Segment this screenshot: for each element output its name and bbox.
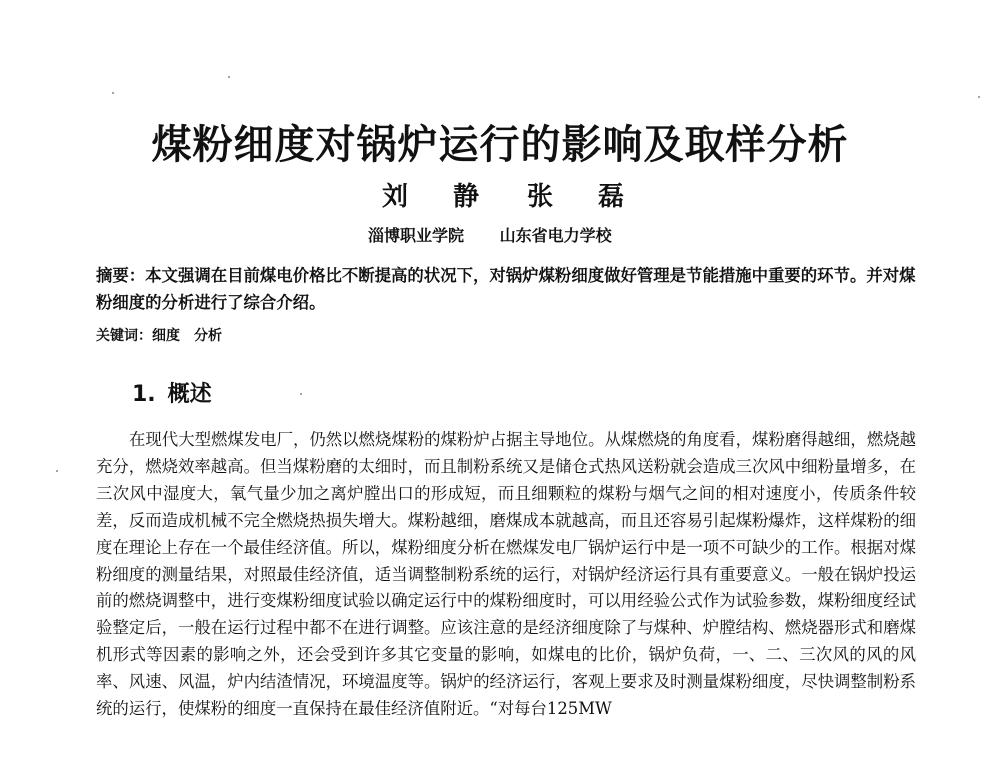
scan-speck [300,393,302,395]
affiliation-list [368,226,612,246]
keyword: 分析 [194,328,222,344]
author-name: 张 磊 [526,182,642,212]
section-heading [132,380,212,410]
scan-speck [112,92,114,94]
author-list [382,182,642,212]
affiliation: 淄博职业学院 [368,226,465,245]
affiliation: 山东省电力学校 [499,226,612,245]
keyword: 细度 [152,328,180,344]
scan-speck [978,96,980,98]
scan-speck [228,76,230,78]
section-title: 概述 [167,382,212,407]
body-paragraph: 在现代大型燃煤发电厂，仍然以燃烧煤粉的煤粉炉占据主导地位。从煤燃烧的角度看，煤粉磨得越细，燃烧越充分，燃烧效率越高。但当煤粉磨的太细时，而且制粉系统又是储仓式热风送粉就会造成三次风中细粉量增多，在三次风中湿度大，氧气量少加之离炉膛出口的形成短，而且细颗粒的煤粉与烟气之间的相对速度小，传质条件较差，反而造成机械不完全燃烧热损失增大。煤粉越细，磨煤成本就越高，而且还容易引起煤粉爆炸，这样煤粉的细度在理论上存在一个最佳经济值。所以，煤粉细度分析在燃煤发电厂锅炉运行中是一项不可缺少的工作。根据对煤粉细度的测量结果，对照最佳经济值，适当调整制粉系统的运行，对锅炉经济运行具有重要意义。一般在锅炉投运前的燃烧调整中，进行变煤粉细度试验以确定运行中的煤粉细度时，可以用经验公式作为试验参数，煤粉细度经试验整定后，一般在运行过程中都不在进行调整。应该注意的是经济细度除了与煤种、炉膛结构、燃烧器形式和磨煤机形式等因素的影响之外，还会受到许多其它变量的影响，如煤电的比价，锅炉负荷，一、二、三次风的风的风率、风速、风温，炉内结渣情况，环境温度等。锅炉的经济运行，客观上要求及时测量煤粉细度，尽快调整制粉系统的运行，使煤粉的细度一直保持在最佳经济值附近。“对每台125MW [96,430,916,719]
scan-speck [56,470,58,472]
paper-title: 煤粉细度对锅炉运行的影响及取样分析 [151,122,849,168]
keywords-label: 关键词： [96,328,152,344]
abstract: 摘要：本文强调在目前煤电价格比不断提高的状况下，对锅炉煤粉细度做好管理是节能措施中重要的环节。并对煤粉细度的分析进行了综合介绍。 [96,266,916,312]
author-name: 刘 静 [382,182,498,212]
section-number: 1. [132,382,156,407]
keywords-line [96,325,222,347]
